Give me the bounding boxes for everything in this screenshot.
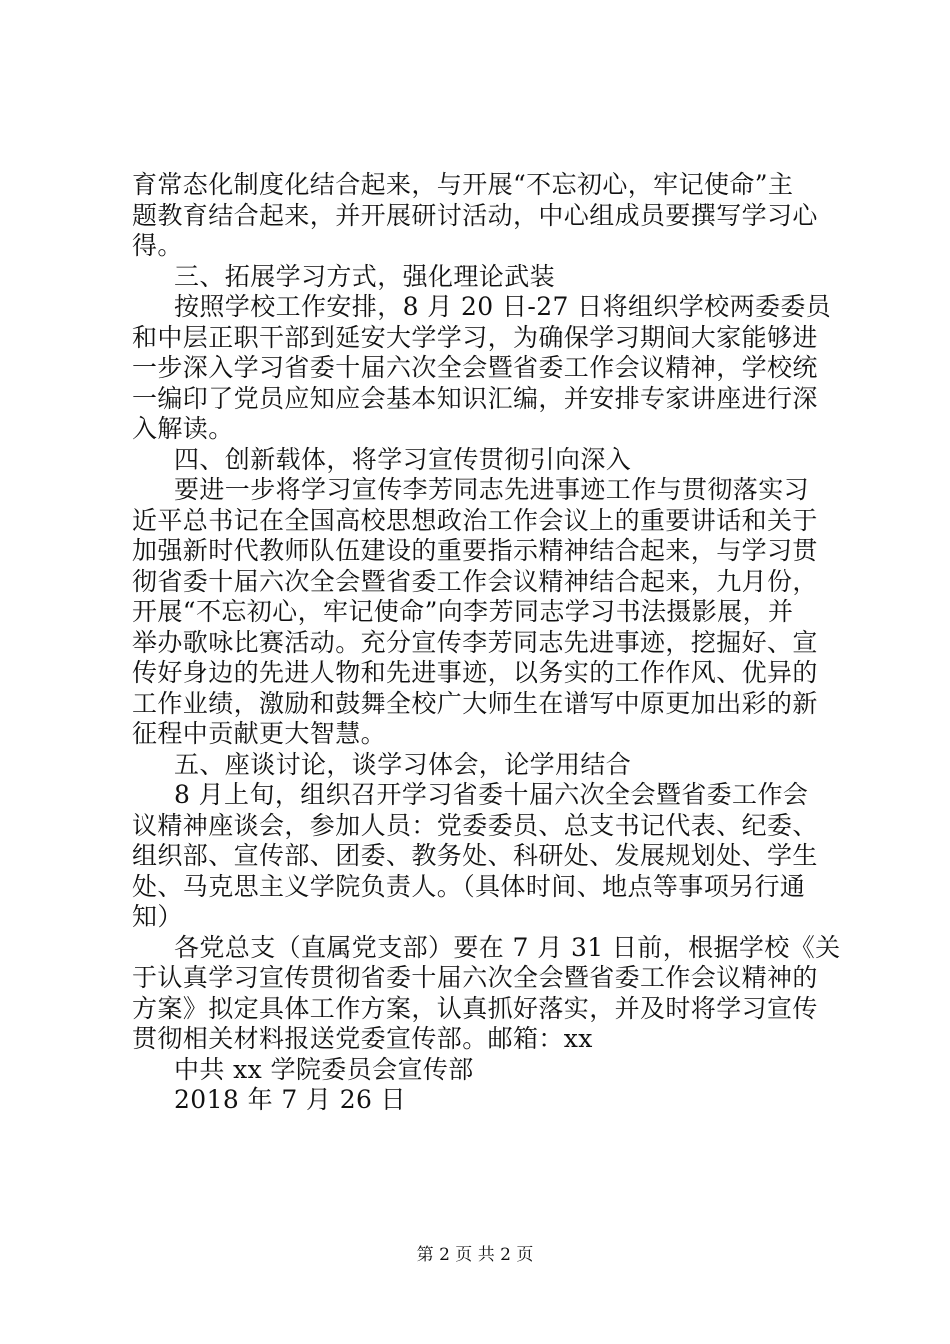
text-line: 征程中贡献更大智慧。 <box>132 719 387 748</box>
text-line: 和中层正职干部到延安大学学习，为确保学习期间大家能够进 <box>132 322 818 352</box>
text-line: 按照学校工作安排，8 月 20 日-27 日将组织学校两委委员 <box>174 292 832 321</box>
text-line: 一步深入学习省委十届六次全会暨省委工作会议精神，学校统 <box>132 353 818 382</box>
text-line: 处、马克思主义学院负责人。（具体时间、地点等事项另行通 <box>132 871 806 901</box>
text-line: 议精神座谈会，参加人员：党委委员、总支书记代表、纪委、 <box>132 810 818 840</box>
text-line: 于认真学习宣传贯彻省委十届六次全会暨省委工作会议精神的 <box>132 963 818 992</box>
text-line: 要进一步将学习宣传李芳同志先进事迹工作与贯彻落实习 <box>174 475 810 504</box>
text-line: 传好身边的先进人物和先进事迹，以务实的工作作风、优异的 <box>132 658 818 687</box>
text-line: 开展“不忘初心，牢记使命”向李芳同志学习书法摄影展，并 <box>132 597 794 626</box>
text-line: 8 月上旬，组织召开学习省委十届六次全会暨省委工作会 <box>174 780 809 809</box>
text-line: 题教育结合起来，并开展研讨活动，中心组成员要撰写学习心 <box>132 200 818 230</box>
text-line: 彻省委十届六次全会暨省委工作会议精神结合起来，九月份， <box>132 566 818 596</box>
text-line: 贯彻相关材料报送党委宣传部。邮箱：xx <box>132 1024 593 1053</box>
text-line: 加强新时代教师队伍建设的重要指示精神结合起来，与学习贯 <box>132 536 818 565</box>
text-line: 各党总支（直属党支部）要在 7 月 31 日前，根据学校《关 <box>174 932 841 962</box>
text-line: 举办歌咏比赛活动。充分宣传李芳同志先进事迹，挖掘好、宣 <box>132 627 818 657</box>
document-body <box>132 170 841 1116</box>
page-footer <box>0 1244 950 1266</box>
text-line: 入解读。 <box>132 414 234 443</box>
text-line: 一编印了党员应知应会基本知识汇编，并安排专家讲座进行深 <box>132 383 818 413</box>
text-line: 近平总书记在全国高校思想政治工作会议上的重要讲话和关于 <box>132 505 818 535</box>
text-line: 2018 年 7 月 26 日 <box>174 1085 407 1114</box>
text-line: 三、拓展学习方式，强化理论武装 <box>174 261 556 291</box>
text-line: 五、座谈讨论，谈学习体会，论学用结合 <box>174 749 632 779</box>
text-line: 得。 <box>132 231 183 260</box>
text-line: 知） <box>132 902 183 931</box>
text-line: 中共 xx 学院委员会宣传部 <box>174 1054 474 1084</box>
text-line: 方案》拟定具体工作方案，认真抓好落实，并及时将学习宣传 <box>132 993 818 1023</box>
text-line: 四、创新载体，将学习宣传贯彻引向深入 <box>174 444 632 474</box>
page-number-label: 第 2 页 共 2 页 <box>416 1245 534 1265</box>
text-line: 工作业绩，激励和鼓舞全校广大师生在谱写中原更加出彩的新 <box>132 688 818 718</box>
text-line: 组织部、宣传部、团委、教务处、科研处、发展规划处、学生 <box>132 841 818 870</box>
text-line: 育常态化制度化结合起来，与开展“不忘初心，牢记使命”主 <box>132 170 794 199</box>
